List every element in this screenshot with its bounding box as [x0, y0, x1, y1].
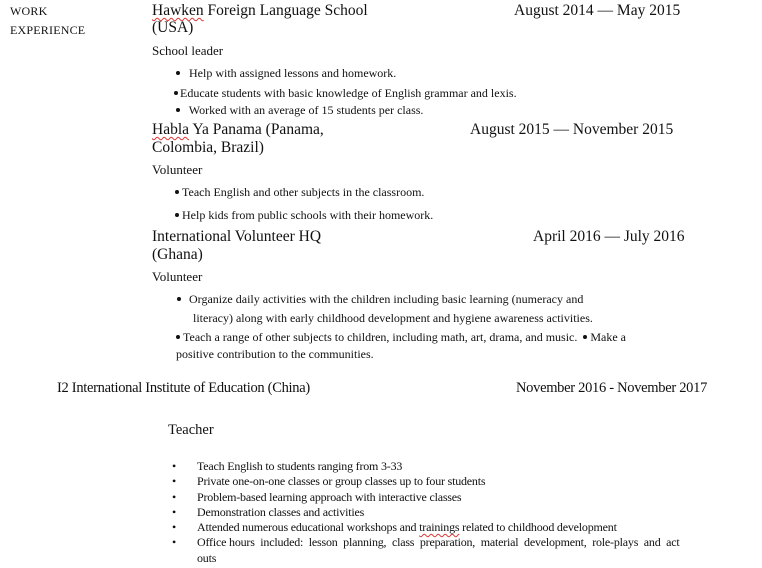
bullet-icon	[174, 91, 178, 95]
job4-organization: I2 International Institute of Education (China)	[57, 380, 310, 396]
job1-item: Educate students with basic knowledge of English grammar and lexis.	[174, 86, 517, 101]
bullet-icon	[175, 213, 179, 217]
bullet-icon	[175, 190, 179, 194]
bullet-icon: •	[172, 474, 177, 489]
job2-role: Volunteer	[152, 162, 203, 177]
job2-item: Teach English and other subjects in the classroom.	[175, 185, 424, 200]
job4-item: • Attended numerous educational workshops and trainings related to childhood development	[172, 520, 617, 535]
bullet-icon: •	[172, 535, 177, 550]
job4-dates: November 2016 - November 2017	[516, 380, 708, 396]
job2-item: Help kids from public schools with their homework.	[175, 208, 433, 223]
job3-organization: International Volunteer HQ	[152, 228, 322, 245]
job1-org-name-misspelled: Hawken	[152, 2, 204, 19]
job1-item: Help with assigned lessons and homework.	[176, 66, 396, 81]
job4-item: • Demonstration classes and activities	[172, 504, 365, 519]
job4-role: Teacher	[168, 422, 214, 438]
job4-item: • Problem-based learning approach with interactive classes	[172, 489, 462, 504]
job2-org-name-misspelled: Habla	[152, 121, 190, 138]
job1-dates: August 2014 — May 2015	[514, 2, 681, 19]
job4-item: • Private one-on-one classes or group classes up to four students	[172, 474, 486, 489]
section-label-line2: EXPERIENCE	[10, 23, 86, 37]
bullet-icon: •	[172, 520, 177, 535]
job4-items-list	[172, 459, 752, 566]
job4-item: • Teach English to students ranging from 3-33	[172, 459, 403, 473]
job3-item-continued: positive contribution to the communities.	[176, 347, 374, 361]
job1-organization	[152, 2, 368, 20]
section-label-line1: WORK	[10, 4, 48, 18]
job2-dates: August 2015 — November 2015	[470, 121, 674, 138]
job3-item: Teach a range of other subjects to children, including math, art, drama, and music. Make a	[176, 330, 626, 345]
job1-item: Worked with an average of 15 students per class.	[176, 103, 423, 118]
job1-org-location: (USA)	[152, 19, 194, 36]
job4-item-continued: outs	[197, 550, 217, 565]
job2-org-location: Colombia, Brazil)	[152, 139, 264, 156]
bullet-icon: •	[172, 504, 177, 519]
bullet-icon	[177, 297, 181, 301]
bullet-icon: •	[172, 459, 177, 473]
misspelled-word: trainings	[419, 520, 460, 535]
job2-org-name-rest: Ya Panama (Panama,	[189, 121, 324, 138]
job3-role: Volunteer	[152, 269, 203, 284]
job1-org-name-rest: Foreign Language School	[203, 2, 368, 19]
bullet-icon	[176, 108, 180, 112]
job3-item-continued: literacy) along with early childhood development and hygiene awareness activities.	[193, 311, 593, 325]
bullet-icon	[176, 71, 180, 75]
job1-role: School leader	[152, 43, 224, 58]
job3-item: Organize daily activities with the children including basic learning (numeracy and	[177, 292, 583, 307]
job4-item: • Office hours included: lesson planning, class preparation, material development, role-plays and act	[172, 535, 680, 550]
job2-organization	[152, 121, 324, 139]
bullet-icon: •	[172, 489, 177, 504]
job3-dates: April 2016 — July 2016	[533, 228, 685, 245]
job3-org-location: (Ghana)	[152, 246, 203, 263]
bullet-icon	[583, 335, 587, 339]
bullet-icon	[176, 335, 180, 339]
